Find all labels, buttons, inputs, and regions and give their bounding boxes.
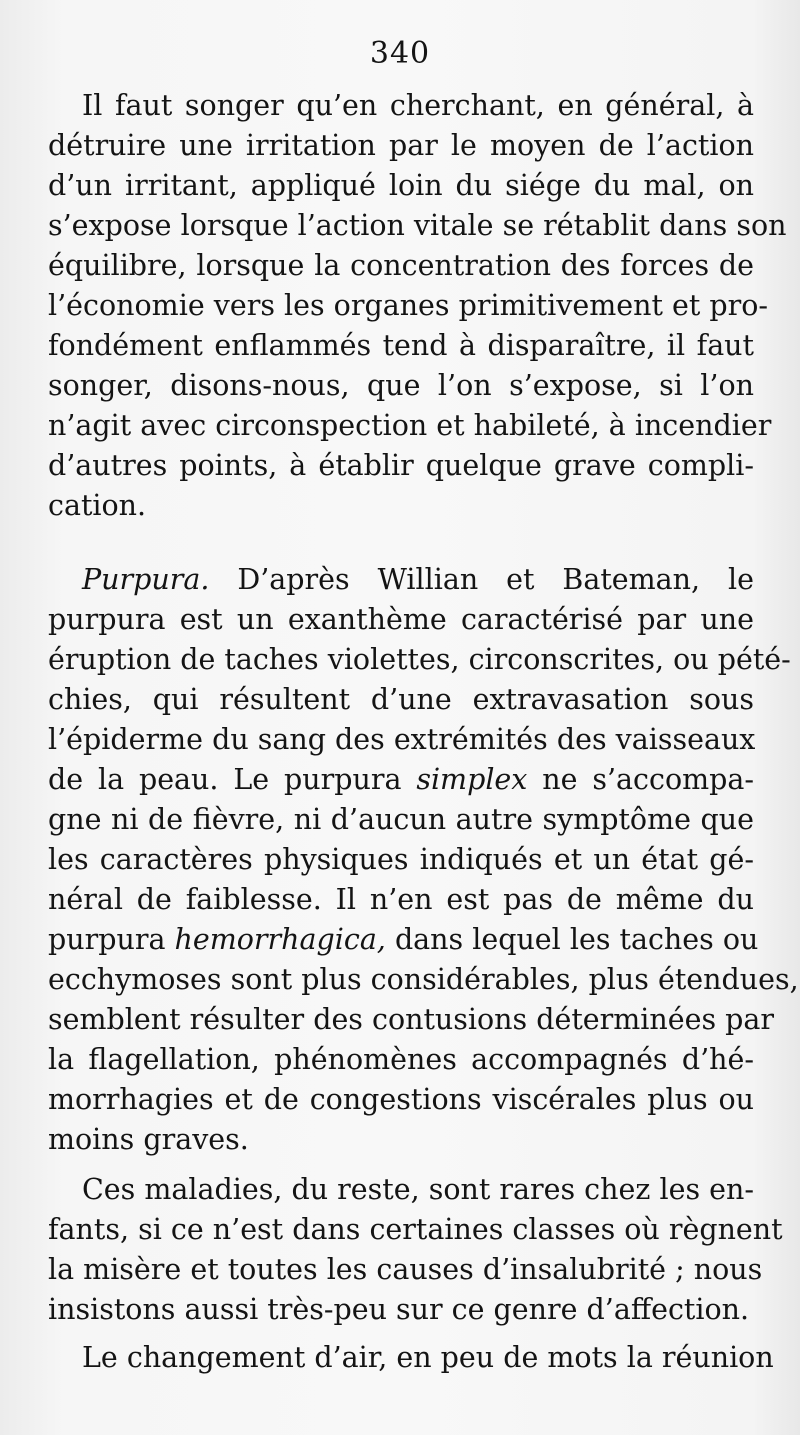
text-line: morrhagies et de congestions viscérales plus ou [48,1083,754,1116]
text-line: détruire une irritation par le moyen de l’action [48,129,754,162]
text-line: Il faut songer qu’en cherchant, en général, à [82,89,754,122]
text-line: éruption de taches violettes, circonscrites, ou pété- [48,643,791,676]
text-line: s’expose lorsque l’action vitale se rétablit dans son [48,209,787,242]
page-number: 340 [369,36,431,71]
text-segment: ne s’accompa- [542,763,755,796]
text-line: gne ni de fièvre, ni d’aucun autre symptôme que [48,803,754,836]
text-line: insistons aussi très-peu sur ce genre d’affection. [48,1293,750,1326]
text-line: cation. [48,489,147,522]
text-segment: purpura [48,923,166,956]
text-line: purpura est un exanthème caractérisé par une [48,603,754,636]
text-line: d’autres points, à établir quelque grave compli- [48,449,754,482]
text-line: la misère et toutes les causes d’insalubrité ; nous [48,1253,763,1286]
text-line: fondément enflammés tend à disparaître, il faut [48,329,754,362]
text-line: n’agit avec circonspection et habileté, à incendier [48,409,772,442]
text-line: ecchymoses sont plus considérables, plus étendues, [48,963,799,996]
text-line: équilibre, lorsque la concentration des forces de [48,249,754,282]
text-line: fants, si ce n’est dans certaines classes où règnent [48,1213,783,1246]
text-line: l’épiderme du sang des extrémités des vaisseaux [48,723,756,756]
text-segment: D’après Willian et Bateman, le [237,563,754,596]
text-line: Ces maladies, du reste, sont rares chez les en- [82,1173,754,1206]
text-line: chies, qui résultent d’une extravasation sous [48,683,754,716]
italic-term: simplex [416,763,528,796]
italic-term: hemorrhagica, [174,923,386,956]
text-line: d’un irritant, appliqué loin du siége du mal, on [48,169,754,202]
text-line: la flagellation, phénomènes accompagnés d’hé- [48,1043,754,1076]
text-line: moins graves. [48,1123,249,1156]
text-line [82,560,754,600]
section-term: Purpura. [82,563,210,596]
text-line: les caractères physiques indiqués et un état gé- [48,843,754,876]
text-line: Le changement d’air, en peu de mots la réunion [82,1341,774,1374]
text-line [48,760,754,800]
text-segment: de la peau. Le purpura [48,763,402,796]
text-line [48,920,759,960]
text-line: songer, disons-nous, que l’on s’expose, si l’on [48,369,754,402]
text-line: l’économie vers les organes primitivement et pro- [48,289,769,322]
text-line: néral de faiblesse. Il n’en est pas de même du [48,883,754,916]
text-segment: dans lequel les taches ou [394,923,759,956]
text-line: semblent résulter des contusions déterminées par [48,1003,775,1036]
